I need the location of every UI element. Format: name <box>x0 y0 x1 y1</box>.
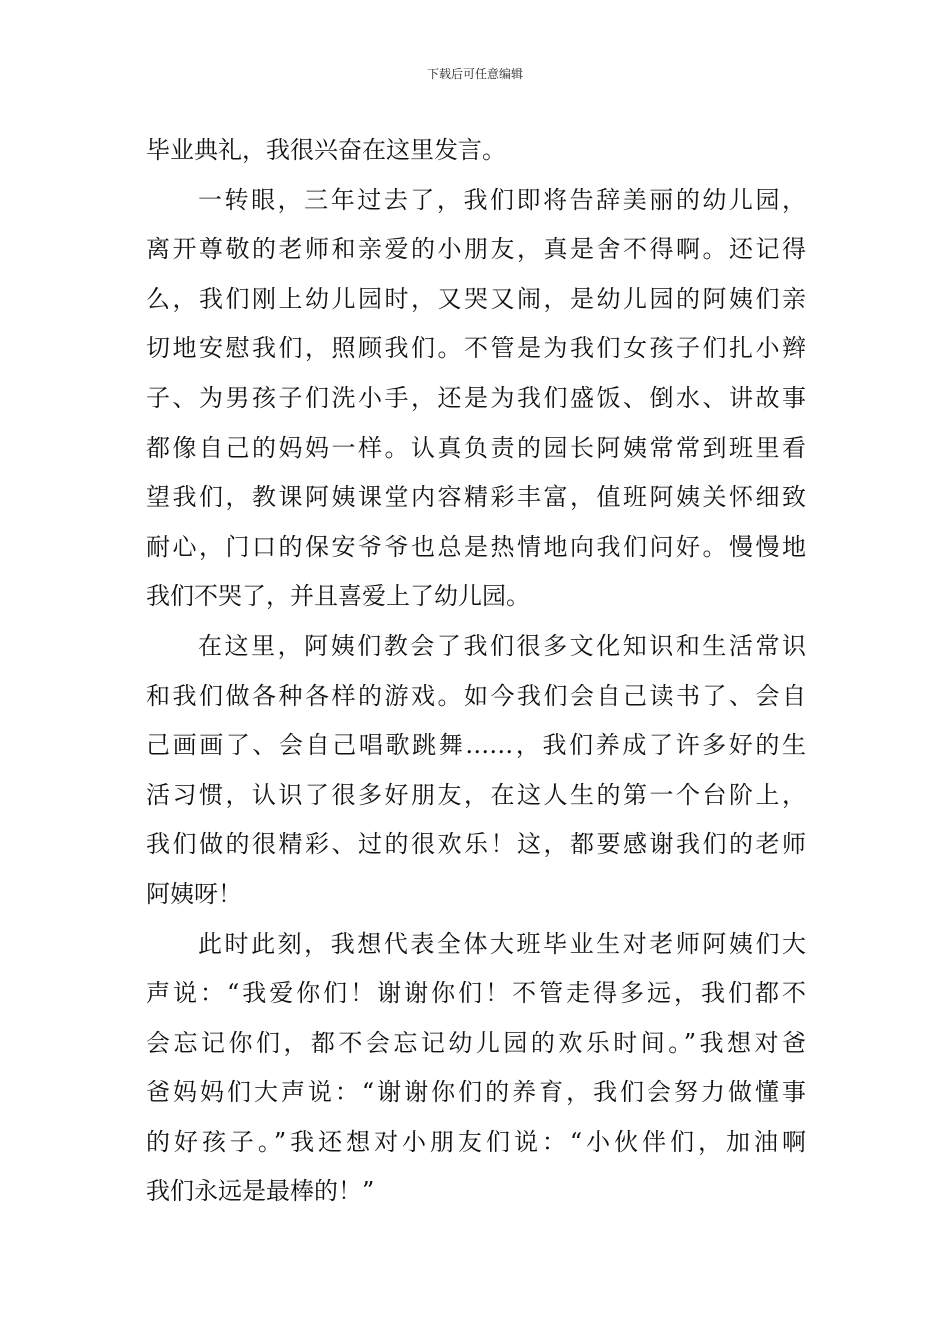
page-header: 下载后可任意编辑 <box>426 67 523 81</box>
text-line: 和我们做各种各样的游戏。如今我们会自己读书了、会自 <box>146 681 806 710</box>
text-line: 爸妈妈们大声说：“谢谢你们的养育，我们会努力做懂事 <box>146 1078 806 1107</box>
text-line: 的好孩子。”我还想对小朋友们说：“小伙伴们，加油啊 <box>146 1127 806 1156</box>
text-line: 子、为男孩子们洗小手，还是为我们盛饭、倒水、讲故事 <box>146 383 806 412</box>
text-line: 会忘记你们，都不会忘记幼儿园的欢乐时间。”我想对爸 <box>146 1028 806 1057</box>
text-line: 都像自己的妈妈一样。认真负责的园长阿姨常常到班里看 <box>146 433 806 462</box>
text-line: 耐心，门口的保安爷爷也总是热情地向我们问好。慢慢地 <box>146 532 806 561</box>
speech-body <box>146 126 806 1217</box>
paragraph-first-line: 此时此刻，我想代表全体大班毕业生对老师阿姨们大 <box>198 929 806 958</box>
paragraph-first-line: 在这里，阿姨们教会了我们很多文化知识和生活常识 <box>198 631 806 660</box>
paragraph-first-line: 一转眼，三年过去了，我们即将告辞美丽的幼儿园， <box>198 185 806 214</box>
text-line: 么，我们刚上幼儿园时，又哭又闹，是幼儿园的阿姨们亲 <box>146 284 806 313</box>
text-line: 我们不哭了，并且喜爱上了幼儿园。 <box>146 582 530 611</box>
text-line: 声说：“我爱你们！谢谢你们！不管走得多远，我们都不 <box>146 979 806 1008</box>
text-line: 离开尊敬的老师和亲爱的小朋友，真是舍不得啊。还记得 <box>146 235 806 264</box>
text-line: 己画画了、会自己唱歌跳舞……，我们养成了许多好的生 <box>146 731 806 760</box>
text-line: 活习惯，认识了很多好朋友，在这人生的第一个台阶上， <box>146 780 806 809</box>
text-line: 毕业典礼，我很兴奋在这里发言。 <box>146 136 506 164</box>
text-line: 望我们，教课阿姨课堂内容精彩丰富，值班阿姨关怀细致 <box>146 483 806 512</box>
text-line: 我们永远是最棒的！” <box>146 1177 375 1206</box>
text-line: 我们做的很精彩、过的很欢乐！这，都要感谢我们的老师 <box>146 830 806 859</box>
text-line: 阿姨呀！ <box>146 879 242 908</box>
text-line: 切地安慰我们，照顾我们。不管是为我们女孩子们扎小辫 <box>146 334 806 363</box>
